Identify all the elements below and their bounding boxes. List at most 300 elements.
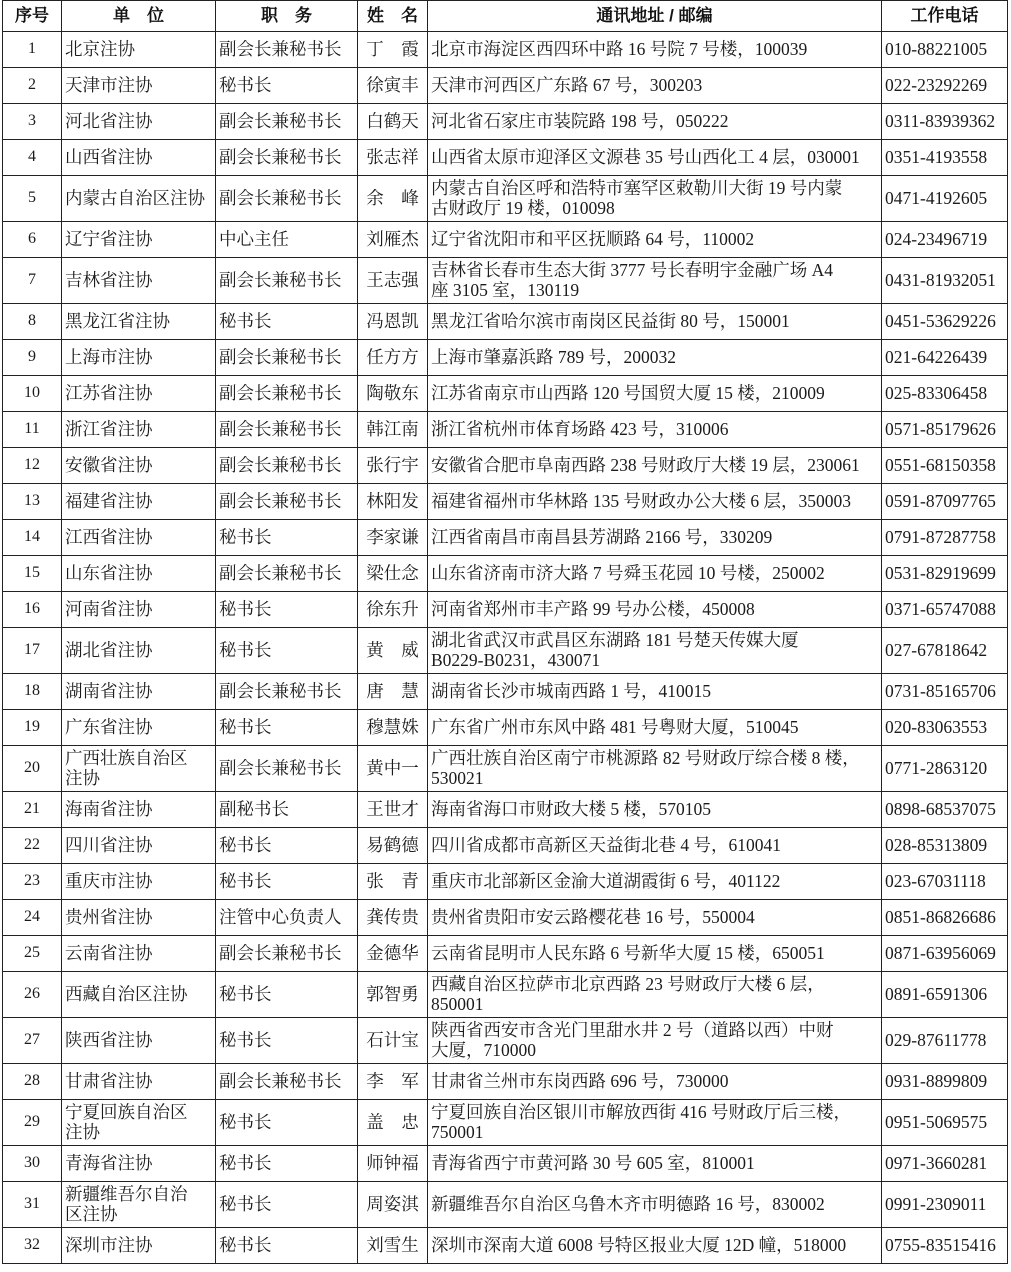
phone-text: 0951-5069575 — [885, 1112, 988, 1132]
cell-position — [216, 520, 358, 556]
cell-serial — [3, 376, 62, 412]
position-text: 副会长兼秘书长 — [219, 563, 342, 583]
cell-serial — [3, 1100, 62, 1146]
address-line: 山东省济南市济大路 7 号舜玉花园 10 号楼，250002 — [431, 563, 825, 583]
name-text: 周姿淇 — [366, 1194, 419, 1214]
table-row — [3, 68, 1008, 104]
cell-serial — [3, 104, 62, 140]
cell-position — [216, 448, 358, 484]
cell-serial — [3, 520, 62, 556]
serial-number: 3 — [28, 112, 36, 129]
address-line: 深圳市深南大道 6008 号特区报业大厦 12D 幢，518000 — [431, 1235, 847, 1255]
serial-number: 27 — [24, 1031, 40, 1048]
name-text: 徐东升 — [366, 599, 419, 619]
phone-text: 022-23292269 — [885, 75, 988, 95]
cell-phone — [882, 828, 1008, 864]
cell-name — [358, 1146, 428, 1182]
phone-text: 0791-87287758 — [885, 527, 996, 547]
address-line: 吉林省长春市生态大街 3777 号长春明宇金融广场 A4 — [431, 260, 834, 280]
address-line: 黑龙江省哈尔滨市南岗区民益街 80 号，150001 — [431, 311, 790, 331]
address-line: B0229-B0231，430071 — [431, 650, 601, 670]
cell-address — [428, 176, 882, 222]
cell-phone — [882, 304, 1008, 340]
address-line: 山西省太原市迎泽区文源巷 35 号山西化工 4 层，030001 — [431, 147, 860, 167]
address-line: 上海市肇嘉浜路 789 号，200032 — [431, 347, 676, 367]
cell-serial — [3, 340, 62, 376]
table-row — [3, 628, 1008, 674]
phone-text: 0991-2309011 — [885, 1194, 987, 1214]
unit-line: 陕西省注协 — [65, 1030, 153, 1050]
name-text: 穆慧姝 — [366, 717, 419, 737]
cell-address — [428, 710, 882, 746]
position-text: 秘书长 — [219, 599, 272, 619]
serial-number: 1 — [28, 40, 36, 57]
cell-serial — [3, 746, 62, 792]
table-row — [3, 900, 1008, 936]
table-row — [3, 376, 1008, 412]
cell-name — [358, 710, 428, 746]
unit-line: 宁夏回族自治区 — [65, 1102, 188, 1122]
serial-number: 29 — [24, 1113, 40, 1130]
unit-line: 山东省注协 — [65, 563, 153, 583]
unit-line: 区注协 — [65, 1204, 118, 1224]
phone-text: 0871-63956069 — [885, 943, 996, 963]
cell-phone — [882, 484, 1008, 520]
cell-unit — [62, 972, 216, 1018]
address-line: 新疆维吾尔自治区乌鲁木齐市明德路 16 号，830002 — [431, 1194, 825, 1214]
phone-text: 0551-68150358 — [885, 455, 996, 475]
cell-position — [216, 68, 358, 104]
table-row — [3, 484, 1008, 520]
cell-serial — [3, 792, 62, 828]
unit-line: 内蒙古自治区注协 — [65, 188, 205, 208]
cell-phone — [882, 710, 1008, 746]
phone-text: 0531-82919699 — [885, 563, 996, 583]
cell-unit — [62, 140, 216, 176]
name-text: 张行宇 — [366, 455, 419, 475]
cell-position — [216, 1228, 358, 1264]
cell-address — [428, 1228, 882, 1264]
cell-address — [428, 556, 882, 592]
header-phone — [882, 1, 1008, 32]
unit-line: 云南省注协 — [65, 943, 153, 963]
serial-number: 32 — [24, 1236, 40, 1253]
cell-phone — [882, 68, 1008, 104]
phone-text: 024-23496719 — [885, 229, 988, 249]
cell-unit — [62, 674, 216, 710]
cell-phone — [882, 1064, 1008, 1100]
position-text: 秘书长 — [219, 311, 272, 331]
table-row — [3, 448, 1008, 484]
cell-position — [216, 304, 358, 340]
cell-phone — [882, 746, 1008, 792]
table-header-row — [3, 1, 1008, 32]
address-line: 甘肃省兰州市东岗西路 696 号，730000 — [431, 1071, 729, 1091]
cell-position — [216, 176, 358, 222]
table-row — [3, 1100, 1008, 1146]
cell-address — [428, 448, 882, 484]
cell-phone — [882, 520, 1008, 556]
header-position-label: 职 务 — [261, 6, 312, 25]
address-line: 湖南省长沙市城南西路 1 号，410015 — [431, 681, 711, 701]
cell-serial — [3, 32, 62, 68]
position-text: 秘书长 — [219, 1030, 272, 1050]
cell-serial — [3, 828, 62, 864]
cell-position — [216, 104, 358, 140]
cell-name — [358, 68, 428, 104]
serial-number: 25 — [24, 944, 40, 961]
serial-number: 28 — [24, 1072, 40, 1089]
unit-line: 甘肃省注协 — [65, 1071, 153, 1091]
table-row — [3, 222, 1008, 258]
cell-address — [428, 828, 882, 864]
cell-phone — [882, 258, 1008, 304]
header-address — [428, 1, 882, 32]
table-row — [3, 746, 1008, 792]
header-unit — [62, 1, 216, 32]
address-line: 850001 — [431, 994, 484, 1014]
table-row — [3, 176, 1008, 222]
header-address-label: 通讯地址 / 邮编 — [596, 6, 713, 25]
unit-line: 浙江省注协 — [65, 419, 153, 439]
serial-number: 14 — [24, 528, 40, 545]
phone-text: 0755-83515416 — [885, 1235, 996, 1255]
serial-number: 10 — [24, 384, 40, 401]
name-text: 易鹤德 — [366, 835, 419, 855]
cell-position — [216, 1100, 358, 1146]
address-line: 河北省石家庄市装院路 198 号，050222 — [431, 111, 729, 131]
phone-text: 0891-6591306 — [885, 984, 988, 1004]
cell-position — [216, 1182, 358, 1228]
serial-number: 4 — [28, 148, 36, 165]
position-text: 副会长兼秘书长 — [219, 270, 342, 290]
cell-position — [216, 972, 358, 1018]
cell-serial — [3, 258, 62, 304]
header-name-label: 姓 名 — [367, 6, 418, 25]
cell-serial — [3, 304, 62, 340]
position-text: 副秘书长 — [219, 799, 289, 819]
name-text: 刘雁杰 — [366, 229, 419, 249]
phone-text: 025-83306458 — [885, 383, 988, 403]
unit-line: 注协 — [65, 768, 100, 788]
cell-name — [358, 1018, 428, 1064]
unit-line: 西藏自治区注协 — [65, 984, 188, 1004]
name-text: 唐 慧 — [366, 681, 419, 701]
cell-name — [358, 304, 428, 340]
cell-position — [216, 140, 358, 176]
table-row — [3, 972, 1008, 1018]
phone-text: 0351-4193558 — [885, 147, 988, 167]
address-line: 青海省西宁市黄河路 30 号 605 室，810001 — [431, 1153, 755, 1173]
header-phone-label: 工作电话 — [910, 6, 979, 25]
cell-address — [428, 222, 882, 258]
phone-text: 027-67818642 — [885, 640, 988, 660]
table-row — [3, 1182, 1008, 1228]
cell-position — [216, 710, 358, 746]
cell-position — [216, 556, 358, 592]
table-row — [3, 1228, 1008, 1264]
serial-number: 17 — [24, 641, 40, 658]
phone-text: 028-85313809 — [885, 835, 988, 855]
name-text: 张志祥 — [366, 147, 419, 167]
cell-position — [216, 900, 358, 936]
name-text: 梁仕念 — [366, 563, 419, 583]
cell-serial — [3, 710, 62, 746]
name-text: 金德华 — [366, 943, 419, 963]
header-position — [216, 1, 358, 32]
unit-line: 江苏省注协 — [65, 383, 153, 403]
cell-address — [428, 1018, 882, 1064]
position-text: 副会长兼秘书长 — [219, 188, 342, 208]
cell-name — [358, 792, 428, 828]
serial-number: 19 — [24, 718, 40, 735]
cell-unit — [62, 936, 216, 972]
cell-serial — [3, 448, 62, 484]
cell-unit — [62, 1146, 216, 1182]
name-text: 陶敬东 — [366, 383, 419, 403]
unit-line: 天津市注协 — [65, 75, 153, 95]
address-line: 海南省海口市财政大楼 5 楼，570105 — [431, 799, 711, 819]
phone-text: 021-64226439 — [885, 347, 988, 367]
cell-position — [216, 376, 358, 412]
cell-position — [216, 792, 358, 828]
cell-address — [428, 592, 882, 628]
cell-phone — [882, 1182, 1008, 1228]
address-line: 广西壮族自治区南宁市桃源路 82 号财政厅综合楼 8 楼， — [431, 748, 860, 768]
cell-name — [358, 1100, 428, 1146]
position-text: 秘书长 — [219, 75, 272, 95]
cell-name — [358, 900, 428, 936]
cell-phone — [882, 32, 1008, 68]
unit-line: 北京注协 — [65, 39, 135, 59]
phone-text: 0431-81932051 — [885, 270, 996, 290]
cell-serial — [3, 1228, 62, 1264]
contact-table — [2, 0, 1008, 1264]
name-text: 黄 威 — [366, 640, 419, 660]
name-text: 郭智勇 — [366, 984, 419, 1004]
serial-number: 21 — [24, 800, 40, 817]
name-text: 黄中一 — [366, 758, 419, 778]
address-line: 福建省福州市华林路 135 号财政办公大楼 6 层，350003 — [431, 491, 851, 511]
serial-number: 26 — [24, 985, 40, 1002]
cell-address — [428, 340, 882, 376]
unit-line: 湖南省注协 — [65, 681, 153, 701]
serial-number: 6 — [28, 230, 36, 247]
phone-text: 0371-65747088 — [885, 599, 996, 619]
cell-name — [358, 674, 428, 710]
cell-unit — [62, 828, 216, 864]
cell-position — [216, 628, 358, 674]
position-text: 副会长兼秘书长 — [219, 491, 342, 511]
table-row — [3, 104, 1008, 140]
unit-line: 青海省注协 — [65, 1153, 153, 1173]
position-text: 副会长兼秘书长 — [219, 147, 342, 167]
phone-text: 0851-86826686 — [885, 907, 996, 927]
cell-address — [428, 1064, 882, 1100]
phone-text: 0311-83939362 — [885, 111, 996, 131]
cell-position — [216, 340, 358, 376]
cell-address — [428, 1100, 882, 1146]
name-text: 盖 忠 — [366, 1112, 419, 1132]
address-line: 江西省南昌市南昌县芳湖路 2166 号，330209 — [431, 527, 773, 547]
cell-unit — [62, 104, 216, 140]
cell-name — [358, 520, 428, 556]
cell-unit — [62, 304, 216, 340]
header-serial — [3, 1, 62, 32]
cell-address — [428, 520, 882, 556]
cell-position — [216, 592, 358, 628]
position-text: 秘书长 — [219, 717, 272, 737]
serial-number: 9 — [28, 348, 36, 365]
table-body — [3, 32, 1008, 1264]
unit-line: 四川省注协 — [65, 835, 153, 855]
cell-position — [216, 32, 358, 68]
name-text: 李家谦 — [366, 527, 419, 547]
table-row — [3, 792, 1008, 828]
phone-text: 023-67031118 — [885, 871, 986, 891]
serial-number: 2 — [28, 76, 36, 93]
name-text: 王世才 — [366, 799, 419, 819]
cell-name — [358, 1182, 428, 1228]
cell-serial — [3, 412, 62, 448]
phone-text: 0731-85165706 — [885, 681, 996, 701]
cell-name — [358, 258, 428, 304]
cell-unit — [62, 448, 216, 484]
table-row — [3, 1018, 1008, 1064]
table-row — [3, 1146, 1008, 1182]
cell-unit — [62, 1064, 216, 1100]
cell-name — [358, 104, 428, 140]
cell-address — [428, 674, 882, 710]
position-text: 秘书长 — [219, 835, 272, 855]
table-row — [3, 520, 1008, 556]
cell-name — [358, 936, 428, 972]
address-line: 750001 — [431, 1122, 484, 1142]
cell-phone — [882, 972, 1008, 1018]
cell-phone — [882, 1100, 1008, 1146]
cell-unit — [62, 556, 216, 592]
address-line: 宁夏回族自治区银川市解放西街 416 号财政厅后三楼， — [431, 1102, 851, 1122]
cell-unit — [62, 900, 216, 936]
cell-unit — [62, 792, 216, 828]
unit-line: 山西省注协 — [65, 147, 153, 167]
cell-position — [216, 674, 358, 710]
table-row — [3, 674, 1008, 710]
position-text: 副会长兼秘书长 — [219, 758, 342, 778]
cell-phone — [882, 900, 1008, 936]
address-line: 浙江省杭州市体育场路 423 号，310006 — [431, 419, 729, 439]
header-name — [358, 1, 428, 32]
unit-line: 深圳市注协 — [65, 1235, 153, 1255]
cell-name — [358, 412, 428, 448]
cell-serial — [3, 176, 62, 222]
cell-phone — [882, 936, 1008, 972]
cell-name — [358, 32, 428, 68]
serial-number: 13 — [24, 492, 40, 509]
cell-position — [216, 412, 358, 448]
cell-unit — [62, 1228, 216, 1264]
cell-serial — [3, 864, 62, 900]
cell-serial — [3, 222, 62, 258]
position-text: 副会长兼秘书长 — [219, 419, 342, 439]
table-row — [3, 412, 1008, 448]
phone-text: 0571-85179626 — [885, 419, 996, 439]
cell-address — [428, 258, 882, 304]
serial-number: 31 — [24, 1195, 40, 1212]
cell-phone — [882, 1018, 1008, 1064]
unit-line: 新疆维吾尔自治 — [65, 1184, 188, 1204]
cell-unit — [62, 864, 216, 900]
cell-unit — [62, 628, 216, 674]
cell-unit — [62, 746, 216, 792]
position-text: 副会长兼秘书长 — [219, 383, 342, 403]
name-text: 刘雪生 — [366, 1235, 419, 1255]
cell-phone — [882, 592, 1008, 628]
table-row — [3, 32, 1008, 68]
address-line: 陕西省西安市含光门里甜水井 2 号（道路以西）中财 — [431, 1020, 834, 1040]
name-text: 林阳发 — [366, 491, 419, 511]
header-unit-label: 单 位 — [113, 6, 164, 25]
cell-serial — [3, 1146, 62, 1182]
cell-phone — [882, 864, 1008, 900]
name-text: 龚传贵 — [366, 907, 419, 927]
table-row — [3, 710, 1008, 746]
cell-position — [216, 864, 358, 900]
cell-address — [428, 628, 882, 674]
cell-phone — [882, 448, 1008, 484]
address-line: 江苏省南京市山西路 120 号国贸大厦 15 楼，210009 — [431, 383, 825, 403]
phone-text: 0471-4192605 — [885, 188, 988, 208]
cell-phone — [882, 628, 1008, 674]
unit-line: 广东省注协 — [65, 717, 153, 737]
cell-address — [428, 68, 882, 104]
address-line: 北京市海淀区西四环中路 16 号院 7 号楼，100039 — [431, 39, 808, 59]
position-text: 秘书长 — [219, 1235, 272, 1255]
position-text: 副会长兼秘书长 — [219, 455, 342, 475]
phone-text: 020-83063553 — [885, 717, 988, 737]
cell-unit — [62, 412, 216, 448]
cell-serial — [3, 1064, 62, 1100]
address-line: 530021 — [431, 768, 484, 788]
cell-name — [358, 340, 428, 376]
serial-number: 5 — [28, 189, 36, 206]
address-line: 古财政厅 19 楼，010098 — [431, 198, 615, 218]
address-line: 辽宁省沈阳市和平区抚顺路 64 号，110002 — [431, 229, 755, 249]
cell-unit — [62, 68, 216, 104]
cell-serial — [3, 140, 62, 176]
unit-line: 贵州省注协 — [65, 907, 153, 927]
unit-line: 安徽省注协 — [65, 455, 153, 475]
serial-number: 24 — [24, 908, 40, 925]
cell-name — [358, 222, 428, 258]
table-row — [3, 864, 1008, 900]
cell-serial — [3, 628, 62, 674]
cell-name — [358, 556, 428, 592]
cell-phone — [882, 556, 1008, 592]
cell-phone — [882, 792, 1008, 828]
cell-address — [428, 484, 882, 520]
cell-serial — [3, 68, 62, 104]
cell-address — [428, 746, 882, 792]
cell-name — [358, 484, 428, 520]
cell-unit — [62, 176, 216, 222]
unit-line: 上海市注协 — [65, 347, 153, 367]
cell-serial — [3, 900, 62, 936]
cell-unit — [62, 592, 216, 628]
cell-unit — [62, 1100, 216, 1146]
phone-text: 0898-68537075 — [885, 799, 996, 819]
cell-address — [428, 792, 882, 828]
